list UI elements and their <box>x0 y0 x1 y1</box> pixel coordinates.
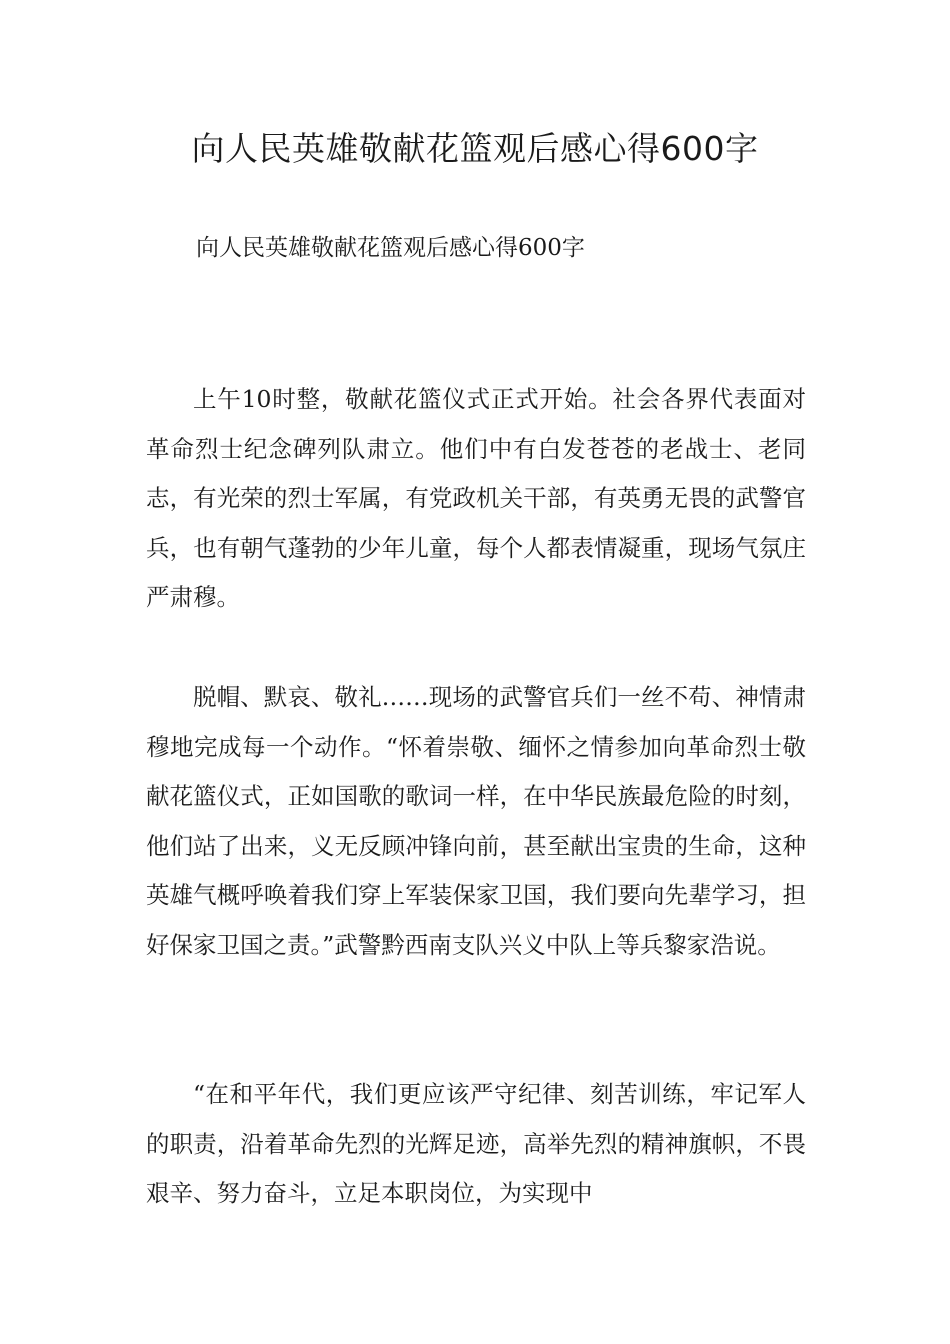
paragraph-3: “在和平年代，我们更应该严守纪律、刻苦训练，牢记军人的职责，沿着革命先烈的光辉足迹，高举先烈的精神旗帜，不畏艰辛、努力奋斗，立足本职岗位，为实现中 <box>146 1080 806 1207</box>
document-subtitle: 向人民英雄敬献花篮观后感心得600字 <box>196 235 585 261</box>
paragraph-2: 脱帽、默哀、敬礼……现场的武警官兵们一丝不苟、神情肃穆地完成每一个动作。“怀着崇敬、缅怀之情参加向革命烈士敬献花篮仪式，正如国歌的歌词一样，在中华民族最危险的时刻，他们站了出来，义无反顾冲锋向前，甚至献出宝贵的生命，这种英雄气概呼唤着我们穿上军装保家卫国，我们要向先辈学习，担好保家卫国之责。”武警黔西南支队兴义中队上等兵黎家浩说。 <box>146 683 806 959</box>
paragraph-1: 上午10时整，敬献花篮仪式正式开始。社会各界代表面对革命烈士纪念碑列队肃立。他们中有白发苍苍的老战士、老同志，有光荣的烈士军属，有党政机关干部，有英勇无畏的武警官兵，也有朝气蓬勃的少年儿童，每个人都表情凝重，现场气氛庄严肃穆。 <box>146 385 806 611</box>
document-title: 向人民英雄敬献花篮观后感心得600字 <box>191 129 759 168</box>
